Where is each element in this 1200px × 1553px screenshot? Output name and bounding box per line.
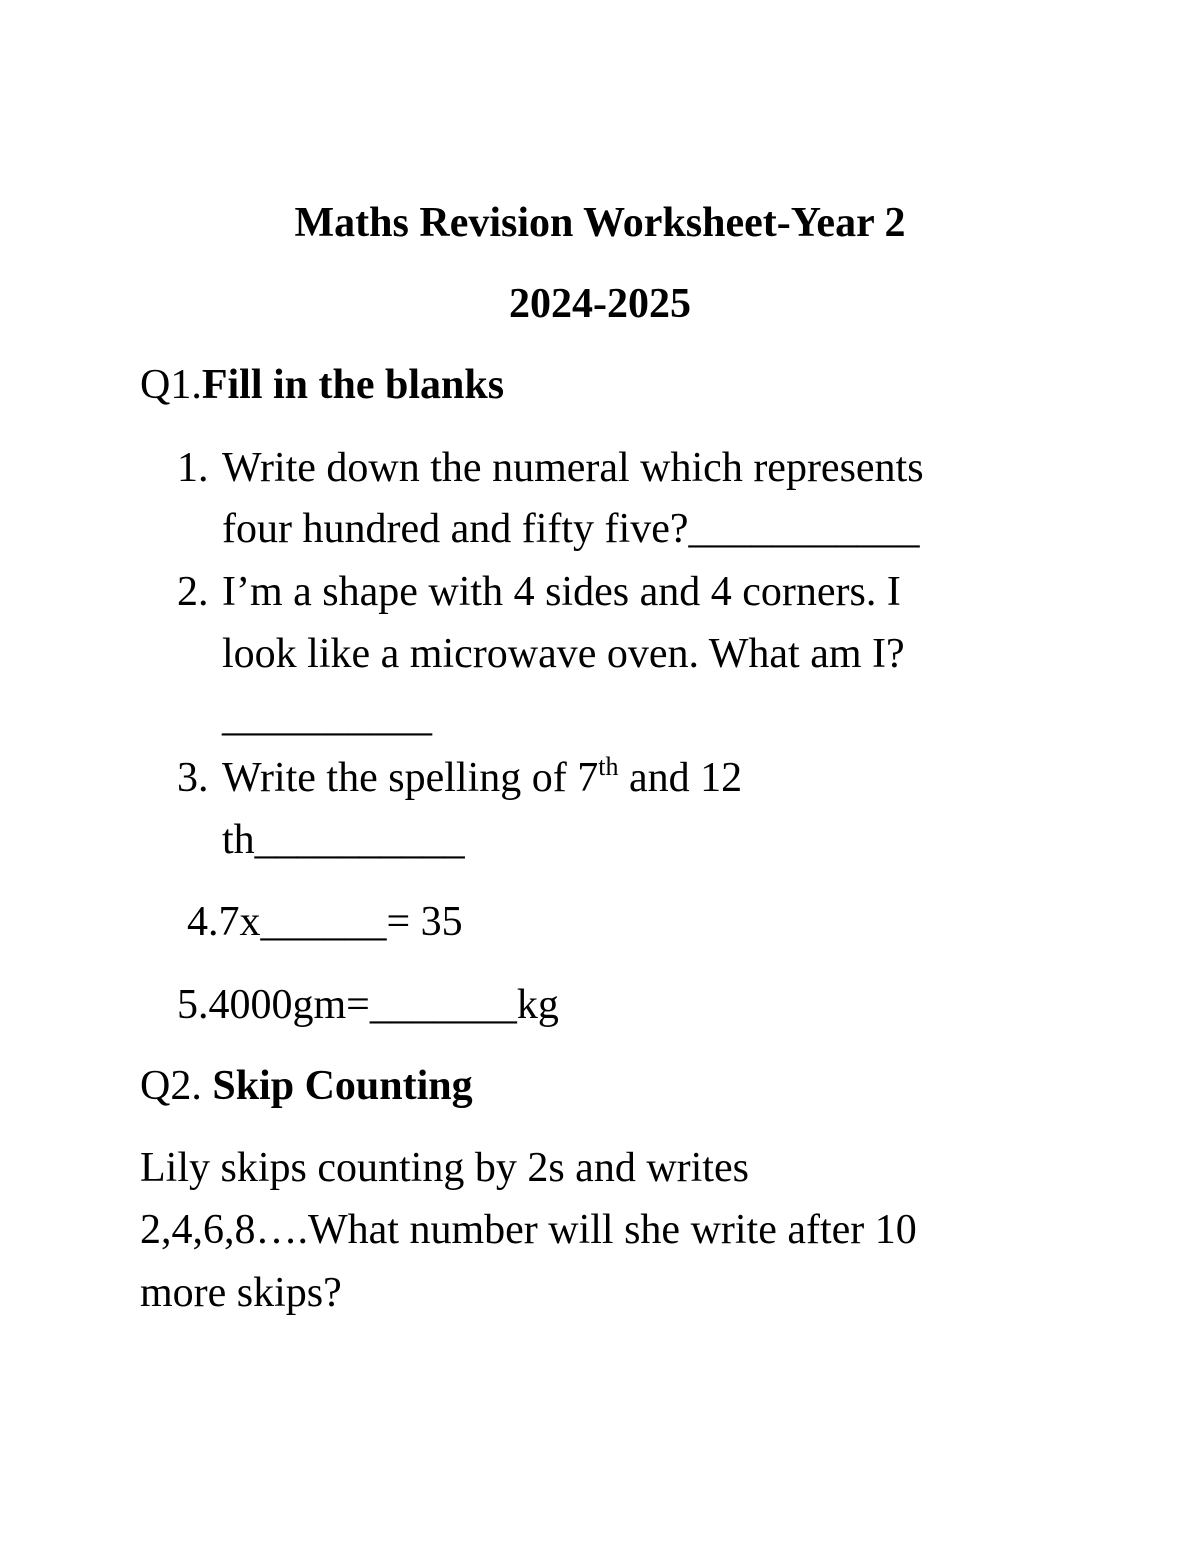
q1-item-1-line-1: Write down the numeral which represents [222,445,924,491]
q1-item-1-line-2: four hundred and fifty five?___________ [222,506,920,552]
q2-text-line-3: more skips? [140,1270,342,1316]
q2-title: Skip Counting [212,1063,473,1109]
q1-item-2-line-2: look like a microwave oven. What am I? [222,631,905,677]
q1-item-2-answer-blank: __________ [222,694,432,740]
q1-item-2-line-1: I’m a shape with 4 sides and 4 corners. I [222,569,901,615]
worksheet-title: Maths Revision Worksheet-Year 2 [294,200,906,246]
q1-item-1-number: 1. [177,445,209,491]
q1-item-4: 4.7x______= 35 [187,899,463,945]
superscript-th: th [598,752,619,781]
q1-heading [140,364,504,406]
q1-prefix: Q1. [140,362,202,408]
q2-heading [140,1065,473,1107]
q1-item-5: 5.4000gm=_______kg [177,982,559,1028]
q1-item-3-line-1: Write the spelling of 7th and 12 [222,752,743,801]
q2-text-line-1: Lily skips counting by 2s and writes [140,1145,749,1191]
q2-text-line-2: 2,4,6,8….What number will she write after 10 [140,1207,917,1253]
q1-title: Fill in the blanks [201,362,505,408]
q1-item-3-line-2: th__________ [222,817,465,863]
school-year: 2024-2025 [509,281,691,327]
q2-prefix: Q2. [140,1063,213,1109]
q1-item-3-number: 3. [177,755,209,801]
q1-item-2-number: 2. [177,569,209,615]
